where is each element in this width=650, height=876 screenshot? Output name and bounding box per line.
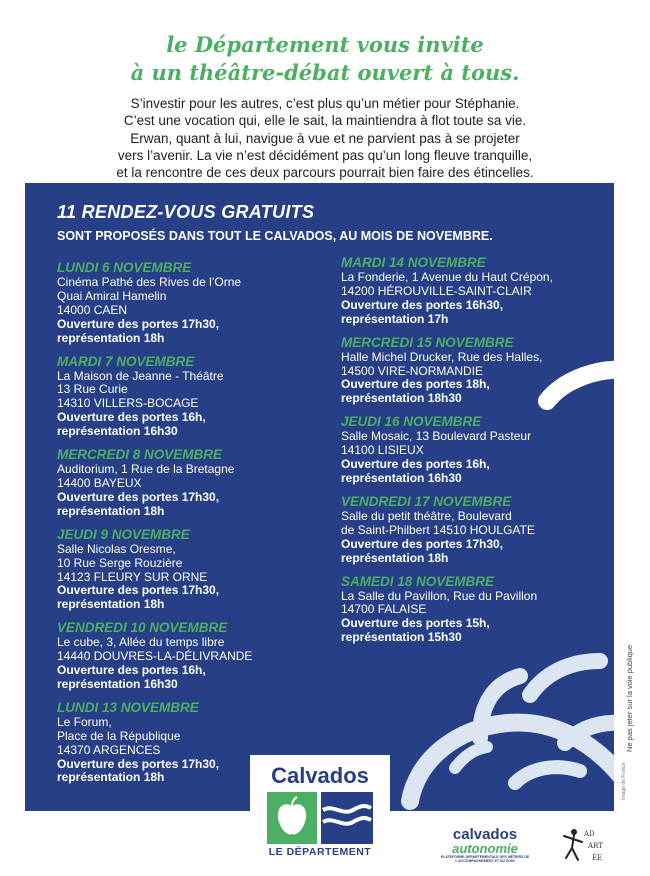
event-time-line: Ouverture des portes 18h, xyxy=(341,377,490,392)
event-venue-line: Place de la République xyxy=(57,728,181,743)
event-time-line: représentation 16h30 xyxy=(57,424,178,439)
legal-notice: Ne pas jeter sur la voie publique xyxy=(625,644,634,752)
event-time-line: Ouverture des portes 17h30, xyxy=(57,756,220,771)
apple-waves-emblem-icon xyxy=(267,792,373,844)
event-time-line: Ouverture des portes 16h, xyxy=(57,663,206,678)
event-time-line: représentation 16h30 xyxy=(57,676,178,691)
event-time-line: Ouverture des portes 16h30, xyxy=(341,297,504,312)
event-venue-line: 14440 DOUVRES-LA-DÉLIVRANDE xyxy=(57,649,253,664)
intro-line: C’est une vocation qui, elle le sait, la maintiendra à flot toute sa vie. xyxy=(123,113,527,129)
events-column-right xyxy=(341,255,611,653)
event-block xyxy=(57,447,317,519)
event-date: MARDI 7 NOVEMBRE xyxy=(57,353,195,369)
intro-line: et la rencontre de ces deux parcours pourrait bien faire des étincelles. xyxy=(116,165,534,181)
calvados-logo-name: Calvados xyxy=(271,763,369,788)
event-venue-line: 10 Rue Serge Rouzière xyxy=(57,555,183,570)
calvados-logo-subtitle: LE DÉPARTEMENT xyxy=(268,846,372,858)
image-credit: Image de France xyxy=(621,762,627,800)
event-date: MERCREDI 8 NOVEMBRE xyxy=(57,447,223,463)
svg-text:ART: ART xyxy=(588,842,603,850)
panel-title: 11 RENDEZ-VOUS GRATUITS xyxy=(57,202,315,222)
event-time-line: Ouverture des portes 17h30, xyxy=(57,316,220,331)
event-time-line: représentation 18h30 xyxy=(341,391,462,406)
event-venue-line: 14100 LISIEUX xyxy=(341,443,424,458)
event-date: VENDREDI 10 NOVEMBRE xyxy=(57,620,228,636)
event-venue-line: 14700 FALAISE xyxy=(341,602,427,617)
headline-line-1: le Département vous invite xyxy=(166,32,484,57)
event-venue-line: 14000 CAEN xyxy=(57,302,128,317)
event-venue-line: 14500 VIRE-NORMANDIE xyxy=(341,363,484,378)
event-venue-line: Le cube, 3, Allée du temps libre xyxy=(57,635,225,650)
events-column-left xyxy=(57,260,317,793)
event-venue-line: Quai Amiral Hamelin xyxy=(57,288,167,303)
event-date: LUNDI 6 NOVEMBRE xyxy=(57,260,192,275)
event-venue-line: 14200 HÉROUVILLE-SAINT-CLAIR xyxy=(341,283,532,298)
event-time-line: Ouverture des portes 17h30, xyxy=(341,536,504,551)
event-time-line: représentation 18h xyxy=(341,550,449,565)
event-block xyxy=(341,494,611,566)
intro-line: S’investir pour les autres, c’est plus qu’un métier pour Stéphanie. xyxy=(130,96,520,111)
event-venue-line: 14370 ARGENCES xyxy=(57,742,161,757)
event-block xyxy=(57,527,317,613)
event-time-line: Ouverture des portes 16h, xyxy=(341,457,490,472)
event-venue-line: La Fonderie, 1 Avenue du Haut Crépon, xyxy=(341,270,553,284)
event-block xyxy=(341,255,611,327)
calvados-autonomie-logo xyxy=(435,827,535,863)
event-date: SAMEDI 18 NOVEMBRE xyxy=(341,573,495,589)
event-date: JEUDI 9 NOVEMBRE xyxy=(57,526,190,542)
event-venue-line: Halle Michel Drucker, Rue des Halles, xyxy=(341,349,543,364)
autonomie-logo-name: calvados xyxy=(452,826,518,843)
event-block xyxy=(341,574,611,646)
autonomie-logo-tagline: PLATEFORME DÉPARTEMENTALE DES MÉTIERS DE L’ACCOMPAGNEMENT ET DU SOIN xyxy=(440,855,530,863)
intro-paragraph xyxy=(0,95,650,181)
calvados-departement-logo xyxy=(250,755,390,860)
event-time-line: représentation 16h30 xyxy=(341,470,462,485)
event-date: MARDI 14 NOVEMBRE xyxy=(341,255,486,270)
event-venue-line: Salle du petit théâtre, Boulevard xyxy=(341,508,512,523)
event-venue-line: Cinéma Pathé des Rives de l’Orne xyxy=(57,275,242,289)
event-venue-line: 14123 FLEURY SUR ORNE xyxy=(57,569,208,584)
event-time-line: représentation 15h30 xyxy=(341,630,462,645)
panel-subtitle: SONT PROPOSÉS DANS TOUT LE CALVADOS, AU MOIS DE NOVEMBRE. xyxy=(57,229,493,243)
headline-line-2: à un théâtre-débat ouvert à tous. xyxy=(130,60,520,85)
event-date: JEUDI 16 NOVEMBRE xyxy=(341,414,482,430)
event-date: VENDREDI 17 NOVEMBRE xyxy=(341,493,512,509)
event-venue-line: Auditorium, 1 Rue de la Bretagne xyxy=(57,462,235,477)
events-panel xyxy=(25,183,614,811)
event-block xyxy=(341,414,611,486)
intro-line: vers l’avenir. La vie n’est décidément pas qu’un long fleuve tranquille, xyxy=(117,147,533,163)
event-venue-line: 13 Rue Curie xyxy=(57,382,128,397)
event-venue-line: Salle Nicolas Oresme, xyxy=(57,541,176,556)
event-block xyxy=(341,335,611,407)
event-time-line: Ouverture des portes 17h30, xyxy=(57,489,220,504)
event-venue-line: Salle Mosaic, 13 Boulevard Pasteur xyxy=(341,429,532,444)
svg-text:ÉE: ÉE xyxy=(592,854,603,862)
event-date: LUNDI 13 NOVEMBRE xyxy=(57,699,199,715)
event-block xyxy=(57,620,317,692)
event-block xyxy=(57,260,317,346)
event-venue-line: Le Forum, xyxy=(57,714,112,729)
event-time-line: représentation 18h xyxy=(57,330,165,345)
event-time-line: représentation 18h xyxy=(57,597,165,612)
event-block xyxy=(57,354,317,440)
intro-line: Erwan, quant à lui, navigue à vue et ne parvient pas à se projeter xyxy=(130,130,520,146)
autonomie-logo-sub: autonomie xyxy=(452,841,518,856)
event-venue-line: de Saint-Philbert 14510 HOULGATE xyxy=(341,522,535,537)
event-venue-line: 14310 VILLERS-BOCAGE xyxy=(57,396,199,411)
event-time-line: Ouverture des portes 17h30, xyxy=(57,583,220,598)
event-time-line: représentation 18h xyxy=(57,503,165,518)
adarte-dancer-logo-icon xyxy=(560,824,608,868)
event-venue-line: 14400 BAYEUX xyxy=(57,475,142,490)
event-date: MERCREDI 15 NOVEMBRE xyxy=(341,334,514,350)
event-venue-line: La Maison de Jeanne - Théâtre xyxy=(57,368,224,383)
event-time-line: Ouverture des portes 16h, xyxy=(57,410,206,425)
svg-text:AD: AD xyxy=(584,830,595,838)
event-time-line: Ouverture des portes 15h, xyxy=(341,616,490,631)
event-time-line: représentation 17h xyxy=(341,311,449,326)
event-venue-line: La Salle du Pavillon, Rue du Pavillon xyxy=(341,588,538,603)
event-time-line: représentation 18h xyxy=(57,770,165,785)
